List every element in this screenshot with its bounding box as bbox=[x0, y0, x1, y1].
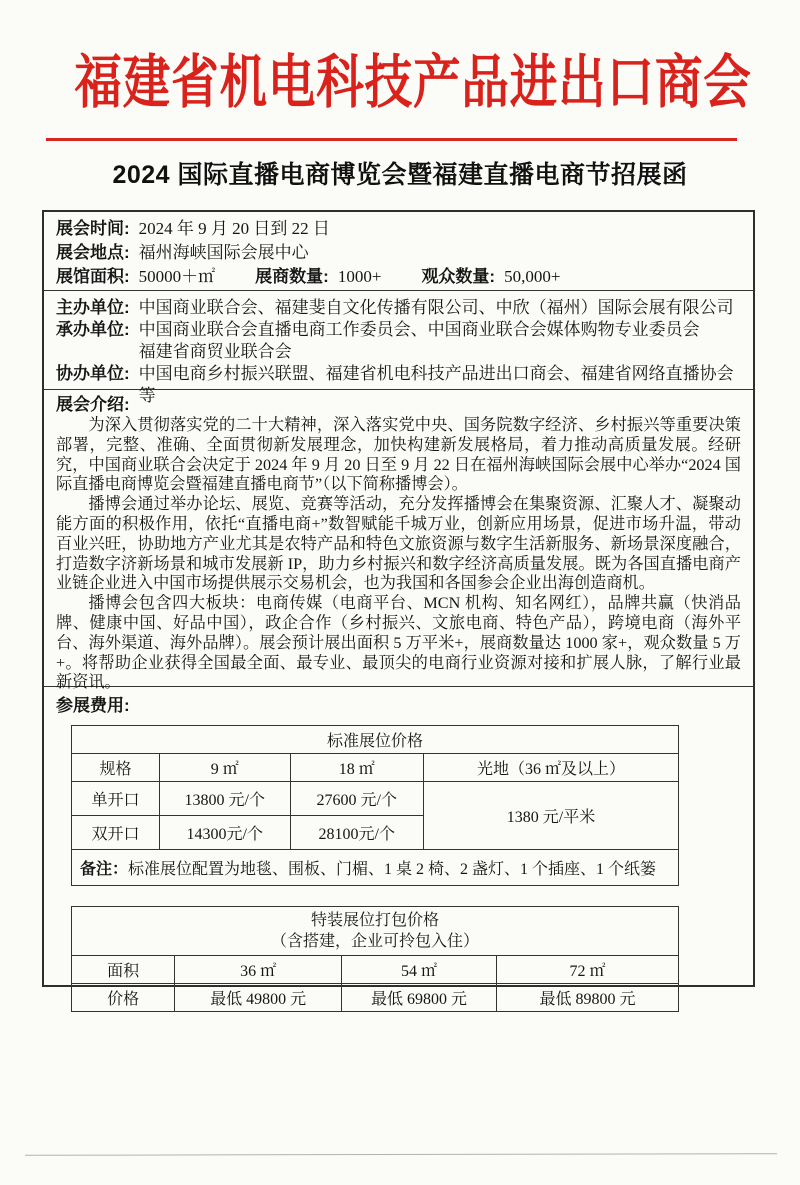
organizer-undertaker-line1: 中国商业联合会直播电商工作委员会、中国商业联合会媒体购物专业委员会 bbox=[138, 320, 700, 339]
standard-table-title: 标准展位价格 bbox=[72, 726, 679, 754]
info-label-time: 展会时间: bbox=[56, 219, 130, 238]
letterhead-divider bbox=[46, 138, 737, 141]
standard-booth-price-table bbox=[71, 725, 679, 886]
stat-exhibitors-label: 展商数量: bbox=[255, 267, 329, 286]
organizer-undertaker-line2: 福建省商贸业联合会 bbox=[138, 342, 292, 361]
col-header-openland: 光地（36 ㎡及以上） bbox=[424, 754, 679, 782]
intro-paragraph-1: 为深入贯彻落实党的二十大精神，深入落实党中央、国务院数字经济、乡村振兴等重要决策部署，完整、准确、全面贯彻新发展理念，加快构建新发展格局，着力推动高质量发展。经研究，中国商业联合会决定于 2024 年 9 月 20 日至 9 月 22 日在福州海峡国际会展中心举办“2024 国际直播电商博览会暨福建直播电商节”（以下简称播博会）。 bbox=[56, 416, 741, 494]
info-label-venue: 展会地点: bbox=[56, 243, 130, 262]
col-header-18sqm: 18 ㎡ bbox=[290, 754, 424, 782]
remark-text: 标准展位配置为地毯、围板、门楣、1 桌 2 椅、2 盏灯、1 个插座、1 个纸篓 bbox=[128, 861, 657, 878]
stat-visitors-value: 50,000+ bbox=[504, 267, 561, 286]
organizer-value-coorganizer: 中国电商乡村振兴联盟、福建省机电科技产品进出口商会、福建省网络直播协会等 bbox=[138, 364, 734, 405]
section-exhibition-info bbox=[44, 212, 753, 290]
letterhead bbox=[0, 50, 800, 115]
row-header-price: 价格 bbox=[72, 984, 175, 1012]
remark-cell bbox=[72, 850, 679, 886]
special-table-title-cell bbox=[72, 907, 679, 956]
stat-area bbox=[56, 265, 215, 289]
price-72: 最低 89800 元 bbox=[496, 984, 678, 1012]
stat-visitors bbox=[421, 265, 560, 289]
scan-artifact-line bbox=[25, 1153, 777, 1156]
col-header-area: 面积 bbox=[72, 956, 175, 984]
stat-exhibitors-value: 1000+ bbox=[337, 267, 382, 286]
section-introduction bbox=[44, 389, 753, 692]
stat-area-label: 展馆面积: bbox=[56, 267, 130, 286]
organizer-value-host: 中国商业联合会、福建斐自文化传播有限公司、中欣（福州）国际会展有限公司 bbox=[138, 298, 734, 317]
letterhead-title: 福建省机电科技产品进出口商会 bbox=[74, 50, 752, 115]
organizer-row-undertaker bbox=[56, 319, 741, 363]
col-header-spec: 规格 bbox=[72, 754, 160, 782]
stat-visitors-label: 观众数量: bbox=[421, 267, 496, 286]
document-title: 2024 国际直播电商博览会暨福建直播电商节招展函 bbox=[112, 161, 688, 189]
row-header-double-opening: 双开口 bbox=[72, 816, 160, 850]
intro-heading: 展会介绍: bbox=[56, 395, 130, 414]
organizer-label-coorganizer: 协办单位: bbox=[56, 364, 130, 383]
col-header-9sqm: 9 ㎡ bbox=[160, 754, 291, 782]
info-value-time: 2024 年 9 月 20 日到 22 日 bbox=[138, 219, 330, 238]
fees-heading: 参展费用: bbox=[56, 696, 130, 715]
intro-paragraph-2: 播博会通过举办论坛、展览、竞赛等活动，充分发挥播博会在集聚资源、汇聚人才、凝聚动能方面的积极作用，依托“直播电商+”数智赋能千城万业，创新应用场景，促进市场升温，带动百业兴旺，协助地方产业尤其是农特产品和特色文旅资源与数字生活新服务、新场景深度融合，打造数字济新场景和城市发展新 IP，助力乡村振兴和数字经济高质量发展。既为各国直播电商产业链企业进入中国市场提供展示交易机会，也为我国和各国参会企业出海创造商机。 bbox=[56, 495, 741, 593]
price-open-land: 1380 元/平米 bbox=[424, 782, 679, 850]
info-row-time bbox=[56, 217, 741, 241]
price-single-9: 13800 元/个 bbox=[160, 782, 291, 816]
price-double-18: 28100元/个 bbox=[290, 816, 424, 850]
organizer-row-host bbox=[56, 297, 741, 319]
price-double-9: 14300元/个 bbox=[160, 816, 291, 850]
info-row-stats bbox=[56, 265, 741, 289]
stat-area-value: 50000＋㎡ bbox=[138, 267, 216, 286]
remark-label: 备注： bbox=[80, 861, 129, 878]
info-row-venue bbox=[56, 241, 741, 265]
section-fees bbox=[44, 686, 753, 1008]
organizer-value-undertaker bbox=[139, 319, 741, 363]
special-booth-price-table bbox=[71, 906, 679, 1012]
price-54: 最低 69800 元 bbox=[342, 984, 497, 1012]
stat-exhibitors bbox=[255, 265, 381, 289]
price-36: 最低 49800 元 bbox=[175, 984, 342, 1012]
col-header-72sqm: 72 ㎡ bbox=[496, 956, 678, 984]
col-header-36sqm: 36 ㎡ bbox=[175, 956, 342, 984]
row-header-single-opening: 单开口 bbox=[72, 782, 160, 816]
organizer-row-coorganizer bbox=[56, 363, 741, 407]
organizer-label-host: 主办单位: bbox=[56, 298, 130, 317]
price-single-18: 27600 元/个 bbox=[290, 782, 424, 816]
special-table-title: 特装展位打包价格 bbox=[310, 912, 439, 929]
intro-paragraph-3: 播博会包含四大板块：电商传媒（电商平台、MCN 机构、知名网红），品牌共赢（快消品牌、健康中国、好品中国），政企合作（乡村振兴、文旅电商、特色产品），跨境电商（海外平台、海外渠道、海外品牌）。展会预计展出面积 5 万平米+，展商数量达 1000 家+，观众数量 5 万+。将帮助企业获得全国最全面、最专业、最顶尖的电商行业资源对接和扩展人脉，了解行业最新资讯。 bbox=[56, 594, 741, 692]
organizer-label-undertaker: 承办单位: bbox=[56, 320, 130, 339]
special-table-subtitle: （含搭建，企业可拎包入住） bbox=[270, 933, 479, 950]
content-box bbox=[42, 210, 755, 1008]
info-value-venue: 福州海峡国际会展中心 bbox=[138, 243, 309, 262]
col-header-54sqm: 54 ㎡ bbox=[342, 956, 497, 984]
